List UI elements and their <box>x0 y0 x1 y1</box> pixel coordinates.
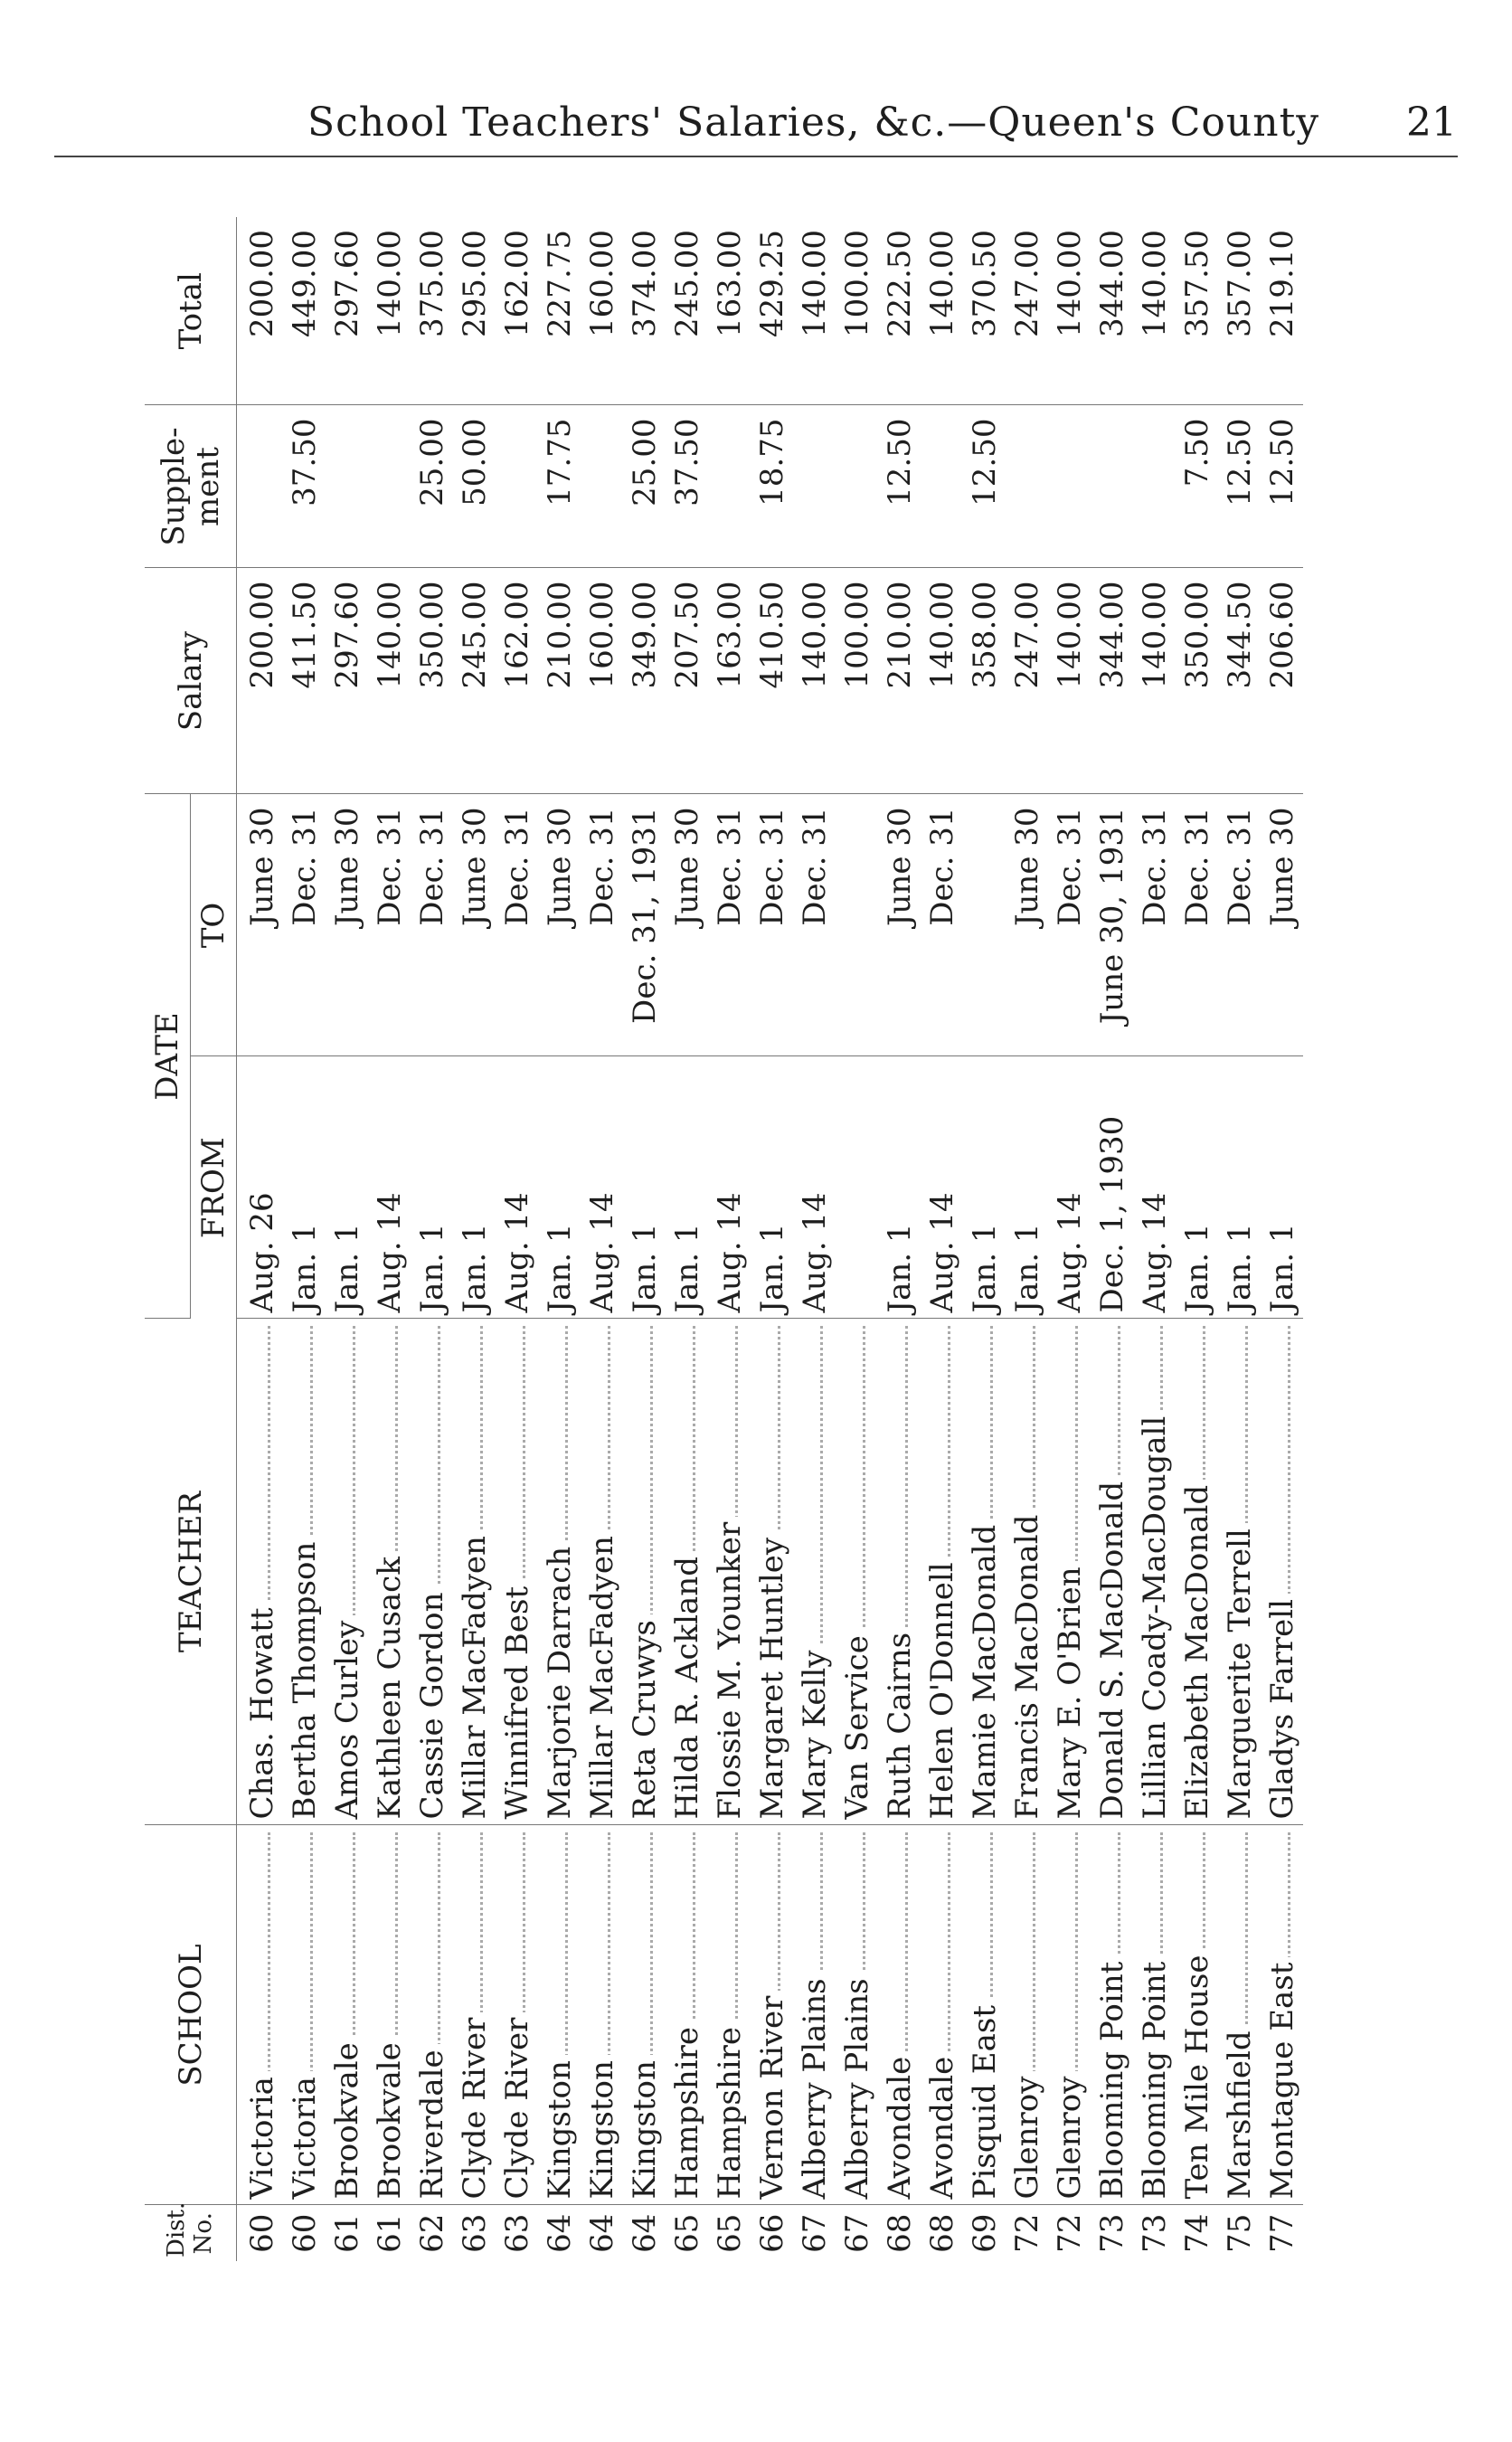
total-cell: 344.00 <box>1091 217 1133 405</box>
teacher-cell <box>496 1319 538 1825</box>
date-to-cell: Dec. 31 <box>1133 794 1176 1056</box>
date-to-cell: June 30 <box>878 794 921 1056</box>
dist-no-cell: 60 <box>286 2213 323 2253</box>
teacher-cell <box>411 1319 453 1825</box>
table-row <box>326 217 368 2261</box>
col-header-from: FROM <box>191 1056 237 1319</box>
dist-no-cell: 73 <box>1136 2213 1173 2253</box>
col-header-teacher: TEACHER <box>145 1319 237 1825</box>
table-row <box>283 217 326 2261</box>
rotated-table-area <box>145 217 1438 2261</box>
dist-no-cell: 64 <box>583 2213 620 2253</box>
table-row <box>708 217 751 2261</box>
teacher-cell-text: Helen O'Donnell <box>924 1557 960 1819</box>
total-cell: 370.50 <box>963 217 1006 405</box>
school-cell-text: Avondale <box>882 2051 918 2200</box>
rotated-table-wrapper <box>145 217 1438 2261</box>
date-to-cell: June 30 <box>237 794 284 1056</box>
supplement-cell: 17.75 <box>538 405 581 568</box>
table-row <box>793 217 836 2261</box>
school-cell <box>921 1825 963 2205</box>
teacher-cell <box>1048 1319 1091 1825</box>
supplement-cell <box>793 405 836 568</box>
teacher-cell-text: Chas. Howatt <box>244 1602 280 1819</box>
teacher-cell <box>368 1319 411 1825</box>
school-cell-text: Blooming Point <box>1137 1956 1173 2200</box>
dist-no-cell: 63 <box>498 2213 535 2253</box>
teacher-cell <box>581 1319 623 1825</box>
total-cell: 357.50 <box>1176 217 1218 405</box>
supplement-cell: 12.50 <box>1218 405 1261 568</box>
salary-cell: 410.50 <box>751 568 793 794</box>
date-to-cell: Dec. 31 <box>581 794 623 1056</box>
salary-cell: 245.00 <box>453 568 496 794</box>
supplement-cell <box>708 405 751 568</box>
date-to-cell: June 30 <box>1006 794 1048 1056</box>
school-cell <box>1006 1825 1048 2205</box>
date-to-cell: Dec. 31 <box>368 794 411 1056</box>
total-cell: 140.00 <box>368 217 411 405</box>
table-row <box>368 217 411 2261</box>
total-cell: 375.00 <box>411 217 453 405</box>
teacher-cell <box>326 1319 368 1825</box>
teacher-cell-text: Millar MacFadyen <box>584 1530 620 1819</box>
dist-no-cell: 68 <box>881 2213 918 2253</box>
col-header-date: DATE <box>145 794 191 1319</box>
school-cell-text: Kingston <box>627 2055 663 2199</box>
school-cell <box>326 1825 368 2205</box>
teacher-cell-text: Bertha Thompson <box>287 1537 323 1820</box>
table-row <box>836 217 878 2261</box>
dist-no-cell: 77 <box>1263 2213 1300 2253</box>
teacher-cell-text: Lillian Coady-MacDougall <box>1137 1411 1173 1820</box>
school-cell <box>496 1825 538 2205</box>
teacher-cell-text: Donald S. MacDonald <box>1094 1476 1130 1820</box>
teacher-cell <box>623 1319 666 1825</box>
salary-cell: 344.00 <box>1091 568 1133 794</box>
table-row <box>963 217 1006 2261</box>
school-cell-text: Brookvale <box>372 2037 408 2199</box>
date-to-cell: Dec. 31, 1931 <box>623 794 666 1056</box>
salary-cell: 206.60 <box>1261 568 1303 794</box>
col-header-dist-no: Dist. No. <box>145 2205 237 2261</box>
school-cell <box>368 1825 411 2205</box>
teacher-cell <box>1091 1319 1133 1825</box>
total-cell: 449.00 <box>283 217 326 405</box>
date-to-cell <box>836 794 878 1056</box>
teacher-cell <box>921 1319 963 1825</box>
date-to-cell: June 30 <box>326 794 368 1056</box>
salary-cell: 162.00 <box>496 568 538 794</box>
total-cell: 297.60 <box>326 217 368 405</box>
supplement-cell: 25.00 <box>623 405 666 568</box>
school-cell <box>1261 1825 1303 2205</box>
supplement-cell <box>1048 405 1091 568</box>
supplement-cell <box>326 405 368 568</box>
salary-cell: 163.00 <box>708 568 751 794</box>
school-cell <box>581 1825 623 2205</box>
school-cell-text: Riverdale <box>414 2044 450 2199</box>
teacher-cell <box>1006 1319 1048 1825</box>
total-cell: 200.00 <box>237 217 284 405</box>
teacher-cell <box>963 1319 1006 1825</box>
date-from-cell: Jan. 1 <box>326 1056 368 1319</box>
school-cell-text: Hampshire <box>712 2021 748 2200</box>
total-cell: 227.75 <box>538 217 581 405</box>
teacher-cell <box>1218 1319 1261 1825</box>
date-to-cell: Dec. 31 <box>751 794 793 1056</box>
table-row <box>1006 217 1048 2261</box>
date-to-cell: June 30 <box>1261 794 1303 1056</box>
school-cell <box>623 1825 666 2205</box>
total-cell: 140.00 <box>793 217 836 405</box>
school-cell-text: Alberry Plains <box>839 1973 875 2199</box>
teacher-cell <box>836 1319 878 1825</box>
date-to-cell: Dec. 31 <box>708 794 751 1056</box>
table-row <box>453 217 496 2261</box>
date-to-cell: Dec. 31 <box>1176 794 1218 1056</box>
dist-no-cell: 68 <box>923 2213 960 2253</box>
teacher-cell <box>453 1319 496 1825</box>
supplement-cell: 7.50 <box>1176 405 1218 568</box>
dist-no-cell: 64 <box>626 2213 663 2253</box>
total-cell: 100.00 <box>836 217 878 405</box>
supplement-cell: 50.00 <box>453 405 496 568</box>
dist-no-cell: 62 <box>413 2213 450 2253</box>
date-to-cell: Dec. 31 <box>793 794 836 1056</box>
date-from-cell: Dec. 1, 1930 <box>1091 1056 1133 1319</box>
school-cell <box>1091 1825 1133 2205</box>
teacher-cell-text: Mary Kelly <box>797 1645 833 1820</box>
school-cell <box>453 1825 496 2205</box>
salaries-table <box>145 217 1303 2261</box>
school-cell-text: Victoria <box>244 2071 280 2199</box>
salary-cell: 160.00 <box>581 568 623 794</box>
total-cell: 219.10 <box>1261 217 1303 405</box>
school-cell-text: Pisquid East <box>967 2000 1003 2200</box>
dist-no-cell: 63 <box>456 2213 493 2253</box>
school-cell <box>1218 1825 1261 2205</box>
page-number: 21 <box>1406 99 1457 146</box>
school-cell <box>963 1825 1006 2205</box>
date-from-cell: Jan. 1 <box>1218 1056 1261 1319</box>
teacher-cell <box>538 1319 581 1825</box>
date-from-cell: Jan. 1 <box>623 1056 666 1319</box>
salary-cell: 350.00 <box>411 568 453 794</box>
dist-no-cell: 61 <box>328 2213 365 2253</box>
dist-no-cell: 74 <box>1178 2213 1215 2253</box>
col-header-supplement: Supple-ment <box>145 405 237 568</box>
school-cell-text: Glenroy <box>1009 2071 1045 2200</box>
school-cell <box>836 1825 878 2205</box>
table-row <box>411 217 453 2261</box>
table-row <box>1133 217 1176 2261</box>
dist-no-cell: 69 <box>966 2213 1003 2253</box>
school-cell <box>708 1825 751 2205</box>
supplement-cell <box>237 405 284 568</box>
salary-cell: 140.00 <box>1133 568 1176 794</box>
teacher-cell-text: Mamie MacDonald <box>967 1519 1003 1820</box>
teacher-cell-text: Reta Cruwys <box>627 1614 663 1819</box>
dist-no-cell: 64 <box>541 2213 578 2253</box>
date-from-cell: Aug. 26 <box>237 1056 284 1319</box>
salary-cell: 140.00 <box>368 568 411 794</box>
dist-no-cell: 67 <box>796 2213 833 2253</box>
school-cell-text: Marshfield <box>1222 2025 1258 2199</box>
salary-cell: 350.00 <box>1176 568 1218 794</box>
total-cell: 247.00 <box>1006 217 1048 405</box>
teacher-cell-text: Cassie Gordon <box>414 1587 450 1820</box>
teacher-cell-text: Kathleen Cusack <box>372 1551 408 1819</box>
date-to-cell: Dec. 31 <box>283 794 326 1056</box>
school-cell-text: Alberry Plains <box>797 1973 833 2199</box>
school-cell <box>751 1825 793 2205</box>
supplement-cell: 18.75 <box>751 405 793 568</box>
school-cell <box>1176 1825 1218 2205</box>
date-from-cell: Aug. 14 <box>581 1056 623 1319</box>
school-cell <box>1133 1825 1176 2205</box>
page-header <box>0 99 1512 154</box>
supplement-cell: 12.50 <box>1261 405 1303 568</box>
date-to-cell: June 30 <box>538 794 581 1056</box>
date-from-cell: Jan. 1 <box>751 1056 793 1319</box>
col-header-total: Total <box>145 217 237 405</box>
school-cell-text: Brookvale <box>329 2037 365 2199</box>
teacher-cell <box>237 1319 284 1825</box>
table-row <box>237 217 284 2261</box>
salary-cell: 140.00 <box>921 568 963 794</box>
table-row <box>1091 217 1133 2261</box>
salary-cell: 140.00 <box>793 568 836 794</box>
col-header-to: TO <box>191 794 237 1056</box>
date-to-cell: Dec. 31 <box>1218 794 1261 1056</box>
school-cell-text: Avondale <box>924 2051 960 2200</box>
col-header-school: SCHOOL <box>145 1825 237 2205</box>
supplement-cell <box>1091 405 1133 568</box>
salary-cell: 100.00 <box>836 568 878 794</box>
teacher-cell <box>793 1319 836 1825</box>
dist-no-cell: 67 <box>838 2213 875 2253</box>
table-row <box>1176 217 1218 2261</box>
total-cell: 163.00 <box>708 217 751 405</box>
school-cell <box>283 1825 326 2205</box>
salary-cell: 344.50 <box>1218 568 1261 794</box>
table-row <box>751 217 793 2261</box>
dist-no-cell: 72 <box>1008 2213 1045 2253</box>
school-cell-text: Montague East <box>1264 1957 1300 2200</box>
teacher-cell <box>283 1319 326 1825</box>
supplement-cell: 25.00 <box>411 405 453 568</box>
table-row <box>581 217 623 2261</box>
salary-cell: 210.00 <box>878 568 921 794</box>
supplement-cell: 37.50 <box>666 405 708 568</box>
salary-cell: 358.00 <box>963 568 1006 794</box>
salary-cell: 140.00 <box>1048 568 1091 794</box>
teacher-cell <box>878 1319 921 1825</box>
date-from-cell: Aug. 14 <box>496 1056 538 1319</box>
school-cell-text: Glenroy <box>1052 2071 1088 2200</box>
salary-cell: 349.00 <box>623 568 666 794</box>
date-from-cell: Aug. 14 <box>921 1056 963 1319</box>
date-from-cell: Aug. 14 <box>708 1056 751 1319</box>
total-cell: 162.00 <box>496 217 538 405</box>
total-cell: 374.00 <box>623 217 666 405</box>
school-cell-text: Ten Mile House <box>1179 1950 1215 2200</box>
supplement-cell <box>1133 405 1176 568</box>
supplement-cell <box>581 405 623 568</box>
table-row <box>666 217 708 2261</box>
date-to-cell: Dec. 31 <box>921 794 963 1056</box>
date-to-cell: Dec. 31 <box>411 794 453 1056</box>
supplement-cell <box>496 405 538 568</box>
date-from-cell: Jan. 1 <box>411 1056 453 1319</box>
table-row <box>921 217 963 2261</box>
salary-cell: 247.00 <box>1006 568 1048 794</box>
teacher-cell-text: Francis MacDonald <box>1009 1510 1045 1820</box>
teacher-cell-text: Amos Curley <box>329 1615 365 1820</box>
dist-no-cell: 72 <box>1051 2213 1088 2253</box>
table-body <box>237 217 1304 2261</box>
supplement-cell <box>368 405 411 568</box>
dist-no-cell: 65 <box>668 2213 705 2253</box>
teacher-cell <box>751 1319 793 1825</box>
teacher-cell-text: Van Service <box>839 1630 875 1819</box>
date-from-cell: Jan. 1 <box>538 1056 581 1319</box>
salary-cell: 411.50 <box>283 568 326 794</box>
date-from-cell: Jan. 1 <box>1006 1056 1048 1319</box>
school-cell-text: Hampshire <box>669 2021 705 2200</box>
date-to-cell: Dec. 31 <box>496 794 538 1056</box>
school-cell <box>538 1825 581 2205</box>
teacher-cell <box>1176 1319 1218 1825</box>
table-row <box>623 217 666 2261</box>
table-row <box>1218 217 1261 2261</box>
teacher-cell-text: Elizabeth MacDonald <box>1179 1480 1215 1820</box>
table-row <box>1048 217 1091 2261</box>
date-from-cell: Jan. 1 <box>878 1056 921 1319</box>
date-to-cell: June 30 <box>666 794 708 1056</box>
teacher-cell <box>666 1319 708 1825</box>
dist-no-cell: 61 <box>371 2213 408 2253</box>
teacher-cell-text: Marguerite Terrell <box>1222 1523 1258 1819</box>
total-cell: 160.00 <box>581 217 623 405</box>
date-to-cell: Dec. 31 <box>1048 794 1091 1056</box>
total-cell: 140.00 <box>1048 217 1091 405</box>
school-cell <box>793 1825 836 2205</box>
supplement-cell: 12.50 <box>963 405 1006 568</box>
table-row <box>538 217 581 2261</box>
school-cell-text: Vernon River <box>754 1991 790 2200</box>
date-to-cell: June 30, 1931 <box>1091 794 1133 1056</box>
teacher-cell-text: Marjorie Darrach <box>542 1541 578 1820</box>
date-from-cell: Jan. 1 <box>1261 1056 1303 1319</box>
school-cell <box>1048 1825 1091 2205</box>
teacher-cell-text: Flossie M. Younker <box>712 1517 748 1820</box>
school-cell <box>878 1825 921 2205</box>
total-cell: 357.00 <box>1218 217 1261 405</box>
salary-cell: 210.00 <box>538 568 581 794</box>
dist-no-cell: 65 <box>711 2213 748 2253</box>
teacher-cell <box>1133 1319 1176 1825</box>
header-rule <box>54 156 1458 157</box>
table-row <box>496 217 538 2261</box>
teacher-cell-text: Winnifred Best <box>499 1581 535 1820</box>
total-cell: 140.00 <box>921 217 963 405</box>
date-from-cell: Aug. 14 <box>1133 1056 1176 1319</box>
date-from-cell: Jan. 1 <box>666 1056 708 1319</box>
school-cell <box>237 1825 284 2205</box>
school-cell-text: Victoria <box>287 2071 323 2199</box>
dist-no-cell: 60 <box>243 2213 280 2253</box>
school-cell-text: Blooming Point <box>1094 1956 1130 2200</box>
teacher-cell-text: Millar MacFadyen <box>457 1530 493 1819</box>
total-cell: 140.00 <box>1133 217 1176 405</box>
date-from-cell: Jan. 1 <box>453 1056 496 1319</box>
teacher-cell-text: Mary E. O'Brien <box>1052 1561 1088 1819</box>
date-from-cell <box>836 1056 878 1319</box>
teacher-cell-text: Gladys Farrell <box>1264 1594 1300 1819</box>
date-to-cell: June 30 <box>453 794 496 1056</box>
page-title: School Teachers' Salaries, &c.—Queen's County <box>307 99 1320 146</box>
supplement-cell: 37.50 <box>283 405 326 568</box>
teacher-cell-text: Margaret Huntley <box>754 1532 790 1820</box>
supplement-cell <box>921 405 963 568</box>
teacher-cell-text: Hilda R. Ackland <box>669 1551 705 1819</box>
total-cell: 429.25 <box>751 217 793 405</box>
school-cell <box>666 1825 708 2205</box>
dist-no-cell: 75 <box>1221 2213 1258 2253</box>
date-from-cell: Jan. 1 <box>1176 1056 1218 1319</box>
col-header-salary: Salary <box>145 568 237 794</box>
salary-cell: 207.50 <box>666 568 708 794</box>
table-row <box>878 217 921 2261</box>
dist-no-cell: 66 <box>753 2213 790 2253</box>
school-cell-text: Clyde River <box>457 2012 493 2200</box>
date-from-cell: Jan. 1 <box>283 1056 326 1319</box>
school-cell <box>411 1825 453 2205</box>
teacher-cell <box>1261 1319 1303 1825</box>
dist-no-cell: 73 <box>1093 2213 1130 2253</box>
table-row <box>1261 217 1303 2261</box>
school-cell-text: Clyde River <box>499 2012 535 2200</box>
date-from-cell: Jan. 1 <box>963 1056 1006 1319</box>
date-from-cell: Aug. 14 <box>1048 1056 1091 1319</box>
date-from-cell: Aug. 14 <box>793 1056 836 1319</box>
school-cell-text: Kingston <box>542 2055 578 2199</box>
total-cell: 245.00 <box>666 217 708 405</box>
school-cell-text: Kingston <box>584 2055 620 2199</box>
salary-cell: 297.60 <box>326 568 368 794</box>
date-to-cell <box>963 794 1006 1056</box>
total-cell: 295.00 <box>453 217 496 405</box>
supplement-cell <box>1006 405 1048 568</box>
date-from-cell: Aug. 14 <box>368 1056 411 1319</box>
salary-cell: 200.00 <box>237 568 284 794</box>
supplement-cell <box>836 405 878 568</box>
teacher-cell-text: Ruth Cairns <box>882 1627 918 1820</box>
total-cell: 222.50 <box>878 217 921 405</box>
supplement-cell: 12.50 <box>878 405 921 568</box>
teacher-cell <box>708 1319 751 1825</box>
